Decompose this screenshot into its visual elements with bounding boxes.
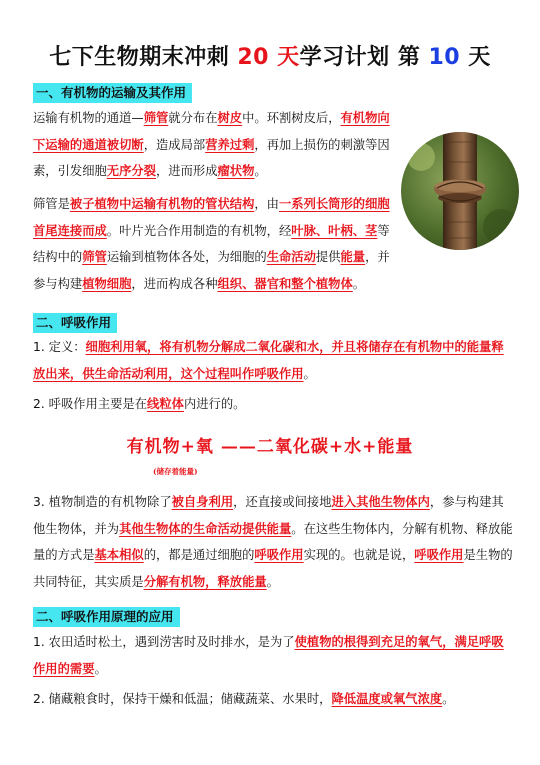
body-text: ，造成局部 bbox=[143, 137, 206, 152]
title-text-2: 学习计划 第 bbox=[299, 45, 429, 70]
highlighted-text: 分解有机物，释放能量 bbox=[143, 574, 267, 589]
body-text: 。 bbox=[266, 574, 279, 589]
highlighted-text: 基本相似 bbox=[94, 548, 144, 562]
respiration-definition bbox=[33, 334, 513, 387]
highlighted-text: 能量 bbox=[340, 250, 366, 264]
body-text: 提供 bbox=[315, 250, 341, 264]
body-text: 就分布在 bbox=[168, 111, 218, 125]
title-number-10: 10 bbox=[428, 45, 461, 70]
application-loosen-soil bbox=[33, 629, 513, 682]
equation-note: (储存着能量) bbox=[153, 467, 198, 476]
highlighted-text: 细胞利用氧，将有机物分解成二氧化碳和水，并且将储存在有机物中的能量释放出来，供生命活动利用，这个过程叫作呼吸作用 bbox=[33, 340, 504, 381]
body-text: 3. 植物制造的有机物除了 bbox=[33, 495, 172, 509]
body-text: 2. 呼吸作用主要是在 bbox=[33, 397, 148, 411]
highlighted-text: 瘤状物 bbox=[217, 164, 255, 178]
application-storage bbox=[33, 686, 513, 713]
body-text: 是生物的共同特征，其实质是 bbox=[33, 548, 513, 589]
body-text: ，并参与构建 bbox=[33, 250, 390, 291]
highlighted-text: 筛管 bbox=[143, 111, 169, 125]
body-text: 。 bbox=[352, 276, 366, 291]
body-text: 内进行的。 bbox=[183, 397, 246, 411]
body-text: 2. 储藏粮食时，保持干燥和低温；储藏蔬菜、水果时， bbox=[33, 692, 332, 706]
body-text: 等结构中的 bbox=[33, 223, 390, 264]
body-text: 运输有机物的通道— bbox=[33, 111, 144, 125]
highlighted-text: 有机物向下运输的通道被切断 bbox=[33, 111, 390, 152]
body-text: 。在这些生物体内，分解有机物、释放能量的方式是 bbox=[33, 521, 513, 562]
highlighted-text: 一系列长筒形的细胞首尾连接而成 bbox=[33, 197, 390, 238]
body-text: 中。环割树皮后， bbox=[242, 111, 341, 125]
highlighted-text: 其他生物体的生命活动提供能量 bbox=[119, 521, 292, 536]
title-number-20: 20 bbox=[237, 45, 269, 70]
paragraph-sieve-tube-structure bbox=[33, 191, 395, 297]
body-text: 实现的。也就是说， bbox=[303, 548, 415, 562]
body-text: 。叶片光合作用制造的有机物，经 bbox=[106, 223, 292, 238]
highlighted-text: 植物细胞 bbox=[82, 276, 132, 291]
title-day-1: 天 bbox=[269, 45, 300, 70]
title-day-2: 天 bbox=[460, 45, 491, 70]
highlighted-text: 营养过剩 bbox=[205, 137, 255, 152]
respiration-significance bbox=[33, 489, 513, 595]
paragraph-sieve-tube-location bbox=[33, 105, 395, 185]
highlighted-text: 呼吸作用 bbox=[414, 548, 464, 562]
page-title bbox=[0, 40, 540, 71]
respiration-equation: 有机物+氧 ——二氧化碳+水+能量 bbox=[126, 437, 414, 457]
girdled-tree-trunk-photo bbox=[401, 132, 519, 250]
section-heading-1: 一、有机物的运输及其作用 bbox=[33, 83, 192, 103]
body-text: 的，都是通过细胞的 bbox=[143, 548, 255, 562]
highlighted-text: 降低温度或氧气浓度 bbox=[331, 692, 443, 706]
body-text: ，再加上损伤的刺激等因素，引发细胞 bbox=[33, 137, 390, 178]
section-heading-3: 二、呼吸作用原理的应用 bbox=[33, 607, 180, 627]
highlighted-text: 呼吸作用 bbox=[254, 548, 304, 562]
highlighted-text: 线粒体 bbox=[147, 397, 184, 411]
highlighted-text: 筛管 bbox=[82, 250, 107, 264]
body-text: ，由 bbox=[254, 197, 279, 211]
title-text-1: 七下生物期末冲刺 bbox=[49, 45, 238, 70]
body-text: ，参与构建其他生物体，并为 bbox=[33, 495, 504, 536]
body-text: 。 bbox=[94, 661, 107, 676]
highlighted-text: 使植物的根得到充足的氧气，满足呼吸作用的需要 bbox=[33, 635, 504, 676]
highlighted-text: 被自身利用 bbox=[171, 495, 234, 509]
body-text: ，还直接或间接地 bbox=[233, 495, 332, 509]
highlighted-text: 进入其他生物体内 bbox=[331, 495, 430, 509]
body-text: 。 bbox=[442, 692, 455, 706]
highlighted-text: 树皮 bbox=[217, 111, 243, 125]
body-text: ，进而形成 bbox=[156, 164, 218, 178]
body-text: 。 bbox=[303, 366, 316, 381]
highlighted-text: 叶脉、叶柄、茎 bbox=[291, 223, 378, 238]
body-text: 筛管是 bbox=[33, 197, 70, 211]
body-text: ，进而构成各种 bbox=[131, 276, 218, 291]
highlighted-text: 被子植物中运输有机物的管状结构 bbox=[69, 197, 255, 211]
body-text: 运输到植物体各处，为细胞的 bbox=[106, 250, 267, 264]
highlighted-text: 无序分裂 bbox=[106, 164, 156, 178]
respiration-location bbox=[33, 391, 513, 418]
highlighted-text: 组织、器官和整个植物体 bbox=[217, 276, 353, 291]
section-heading-2: 二、呼吸作用 bbox=[33, 313, 117, 333]
highlighted-text: 生命活动 bbox=[266, 250, 316, 264]
body-text: 。 bbox=[254, 164, 267, 178]
body-text: 1. 定义： bbox=[33, 340, 86, 354]
body-text: 1. 农田适时松土，遇到涝害时及时排水，是为了 bbox=[33, 635, 295, 649]
